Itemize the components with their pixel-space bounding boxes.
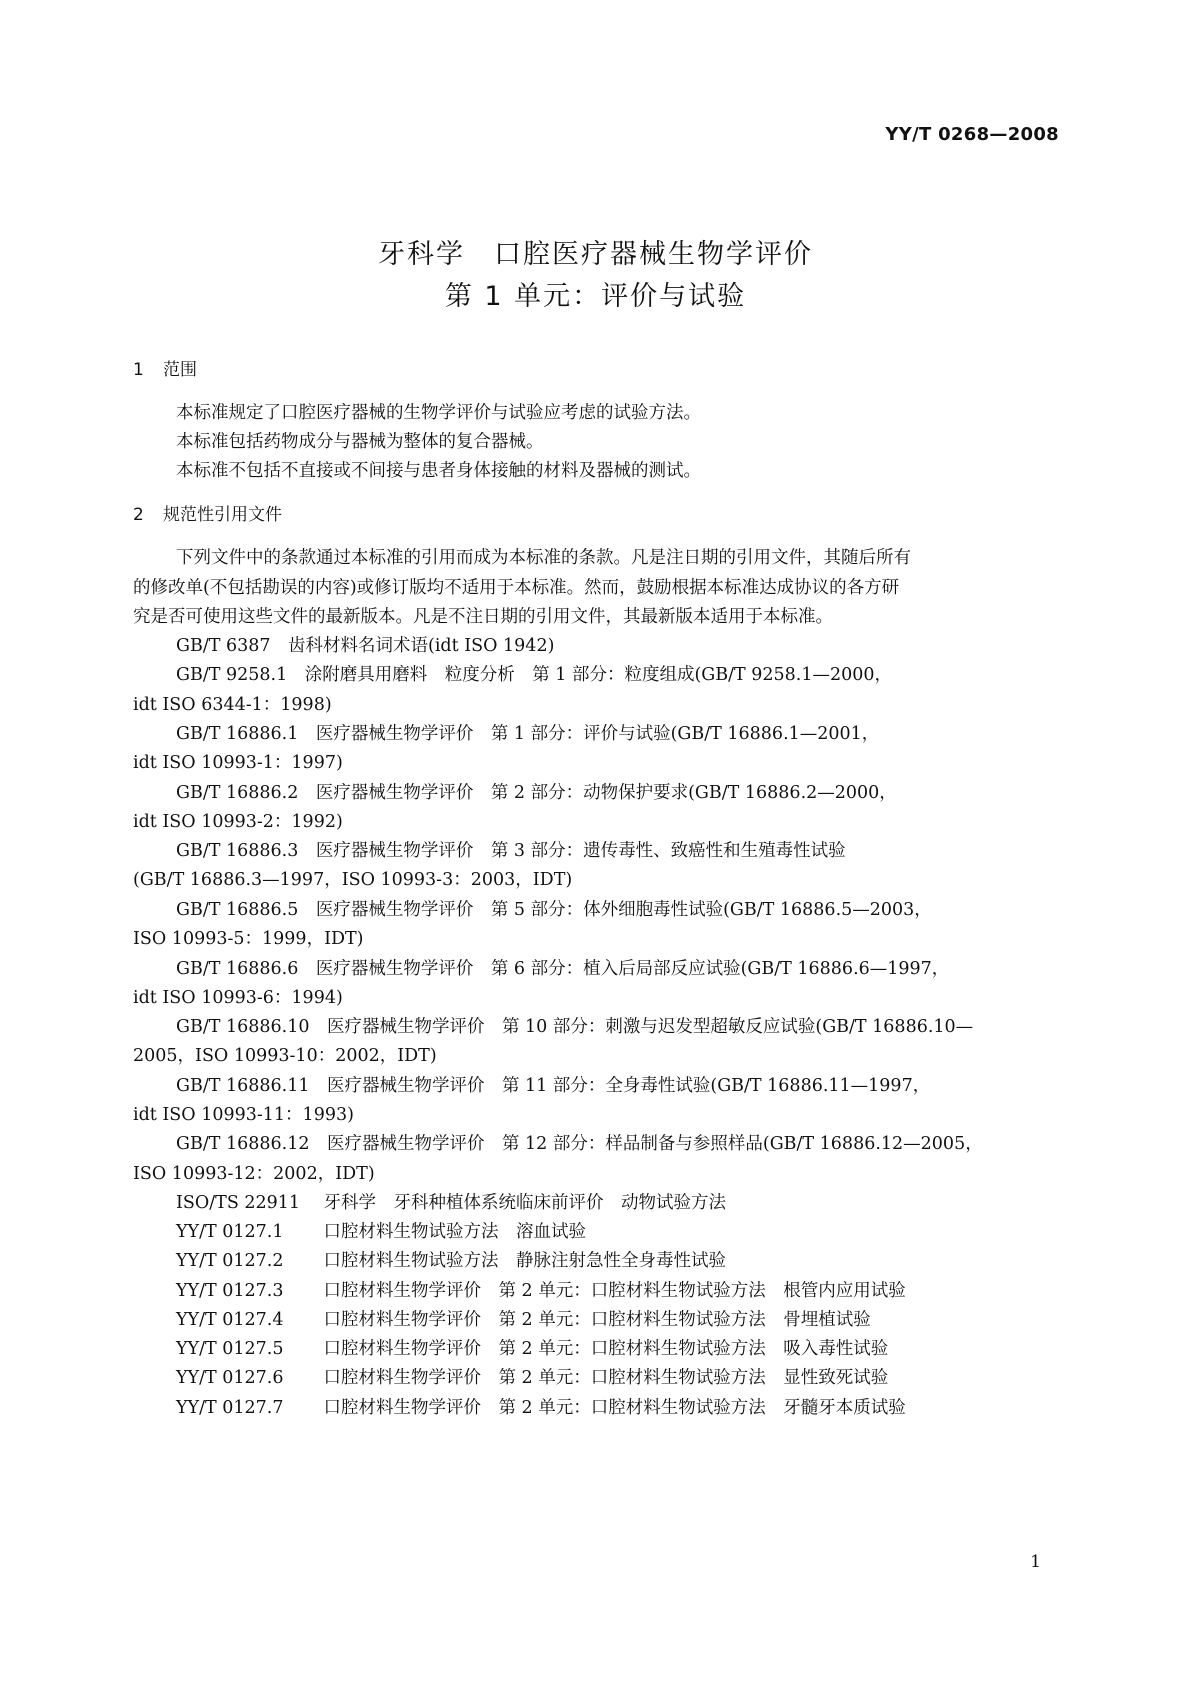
section-2-intro-line: 究是否可使用这些文件的最新版本。凡是不注日期的引用文件，其最新版本适用于本标准。	[133, 607, 833, 627]
section-2-number: 2	[133, 505, 144, 525]
section-1-heading	[133, 355, 197, 380]
reference-title: 牙科学 牙科种植体系统临床前评价 动物试验方法	[323, 1193, 726, 1213]
reference-code: YY/T 0127.3	[176, 1281, 284, 1301]
reference-entry	[176, 1394, 906, 1419]
reference-entry: GB/T 16886.10 医疗器械生物学评价 第 10 部分：刺激与迟发型超敏反应试验(GB/T 16886.10—	[176, 1017, 974, 1037]
reference-title: 口腔材料生物学评价 第 2 单元：口腔材料生物试验方法 显性致死试验	[323, 1368, 889, 1388]
section-2-intro-line: 的修改单(不包括勘误的内容)或修订版均不适用于本标准。然而，鼓励根据本标准达成协议的各方研	[133, 578, 900, 598]
section-1-title: 范围	[163, 360, 197, 380]
reference-entry	[176, 1335, 888, 1360]
reference-continuation: idt ISO 10993-6：1994)	[133, 988, 343, 1008]
reference-entry: GB/T 16886.12 医疗器械生物学评价 第 12 部分：样品制备与参照样品(GB/T 16886.12—2005，	[176, 1134, 983, 1154]
reference-entry: GB/T 16886.11 医疗器械生物学评价 第 11 部分：全身毒性试验(GB/T 16886.11—1997，	[176, 1076, 931, 1096]
section-1-paragraph: 本标准规定了口腔医疗器械的生物学评价与试验应考虑的试验方法。	[176, 403, 701, 423]
document-title-line-1: 牙科学 口腔医疗器械生物学评价	[378, 239, 813, 270]
reference-entry	[176, 1306, 871, 1331]
reference-entry: GB/T 16886.3 医疗器械生物学评价 第 3 部分：遗传毒性、致癌性和生殖毒性试验	[176, 841, 846, 861]
reference-entry: GB/T 16886.5 医疗器械生物学评价 第 5 部分：体外细胞毒性试验(GB/T 16886.5—2003，	[176, 900, 932, 920]
reference-entry	[176, 1218, 586, 1243]
reference-entry: GB/T 16886.2 医疗器械生物学评价 第 2 部分：动物保护要求(GB/T 16886.2—2000，	[176, 783, 897, 803]
reference-title: 口腔材料生物学评价 第 2 单元：口腔材料生物试验方法 牙髓牙本质试验	[323, 1398, 906, 1418]
reference-code: YY/T 0127.6	[176, 1368, 284, 1388]
reference-code: YY/T 0127.1	[176, 1222, 284, 1242]
section-2-heading	[133, 500, 282, 525]
reference-title: 口腔材料生物学评价 第 2 单元：口腔材料生物试验方法 根管内应用试验	[323, 1281, 906, 1301]
reference-title: 口腔材料生物学评价 第 2 单元：口腔材料生物试验方法 骨埋植试验	[323, 1310, 871, 1330]
reference-continuation: idt ISO 10993-2：1992)	[133, 812, 343, 832]
section-1-paragraph: 本标准不包括不直接或不间接与患者身体接触的材料及器械的测试。	[176, 461, 701, 481]
reference-entry: GB/T 16886.1 医疗器械生物学评价 第 1 部分：评价与试验(GB/T 16886.1—2001，	[176, 724, 880, 744]
reference-entry	[176, 1364, 888, 1389]
section-2-title: 规范性引用文件	[163, 505, 282, 525]
reference-title: 口腔材料生物学评价 第 2 单元：口腔材料生物试验方法 吸入毒性试验	[323, 1339, 889, 1359]
reference-code: YY/T 0127.4	[176, 1310, 284, 1330]
reference-entry: GB/T 16886.6 医疗器械生物学评价 第 6 部分：植入后局部反应试验(GB/T 16886.6—1997，	[176, 959, 950, 979]
reference-entry	[176, 1189, 726, 1214]
reference-code: YY/T 0127.2	[176, 1251, 284, 1271]
section-1-number: 1	[133, 360, 144, 380]
reference-code: ISO/TS 22911	[176, 1193, 301, 1213]
standard-code: YY/T 0268—2008	[885, 124, 1059, 145]
page-number: 1	[1030, 1552, 1041, 1572]
reference-entry	[176, 1247, 726, 1272]
reference-entry: GB/T 9258.1 涂附磨具用磨料 粒度分析 第 1 部分：粒度组成(GB/T 9258.1—2000，	[176, 665, 893, 685]
reference-entry: GB/T 6387 齿科材料名词术语(idt ISO 1942)	[176, 636, 555, 656]
section-2-intro-line: 下列文件中的条款通过本标准的引用而成为本标准的条款。凡是注日期的引用文件，其随后所有	[176, 548, 911, 568]
reference-code: YY/T 0127.5	[176, 1339, 284, 1359]
reference-continuation: idt ISO 10993-1：1997)	[133, 753, 343, 773]
reference-entry	[176, 1277, 906, 1302]
reference-continuation: ISO 10993-12：2002，IDT)	[133, 1164, 375, 1184]
section-1-paragraph: 本标准包括药物成分与器械为整体的复合器械。	[176, 432, 544, 452]
reference-title: 口腔材料生物试验方法 静脉注射急性全身毒性试验	[323, 1251, 726, 1271]
reference-continuation: 2005，ISO 10993-10：2002，IDT)	[133, 1046, 437, 1066]
reference-continuation: (GB/T 16886.3—1997，ISO 10993-3：2003，IDT)	[133, 870, 573, 890]
reference-code: YY/T 0127.7	[176, 1398, 284, 1418]
reference-continuation: idt ISO 10993-11：1993)	[133, 1105, 354, 1125]
reference-title: 口腔材料生物试验方法 溶血试验	[323, 1222, 586, 1242]
reference-continuation: ISO 10993-5：1999，IDT)	[133, 929, 364, 949]
document-title-line-2: 第 1 单元：评价与试验	[444, 281, 747, 312]
reference-continuation: idt ISO 6344-1：1998)	[133, 695, 332, 715]
